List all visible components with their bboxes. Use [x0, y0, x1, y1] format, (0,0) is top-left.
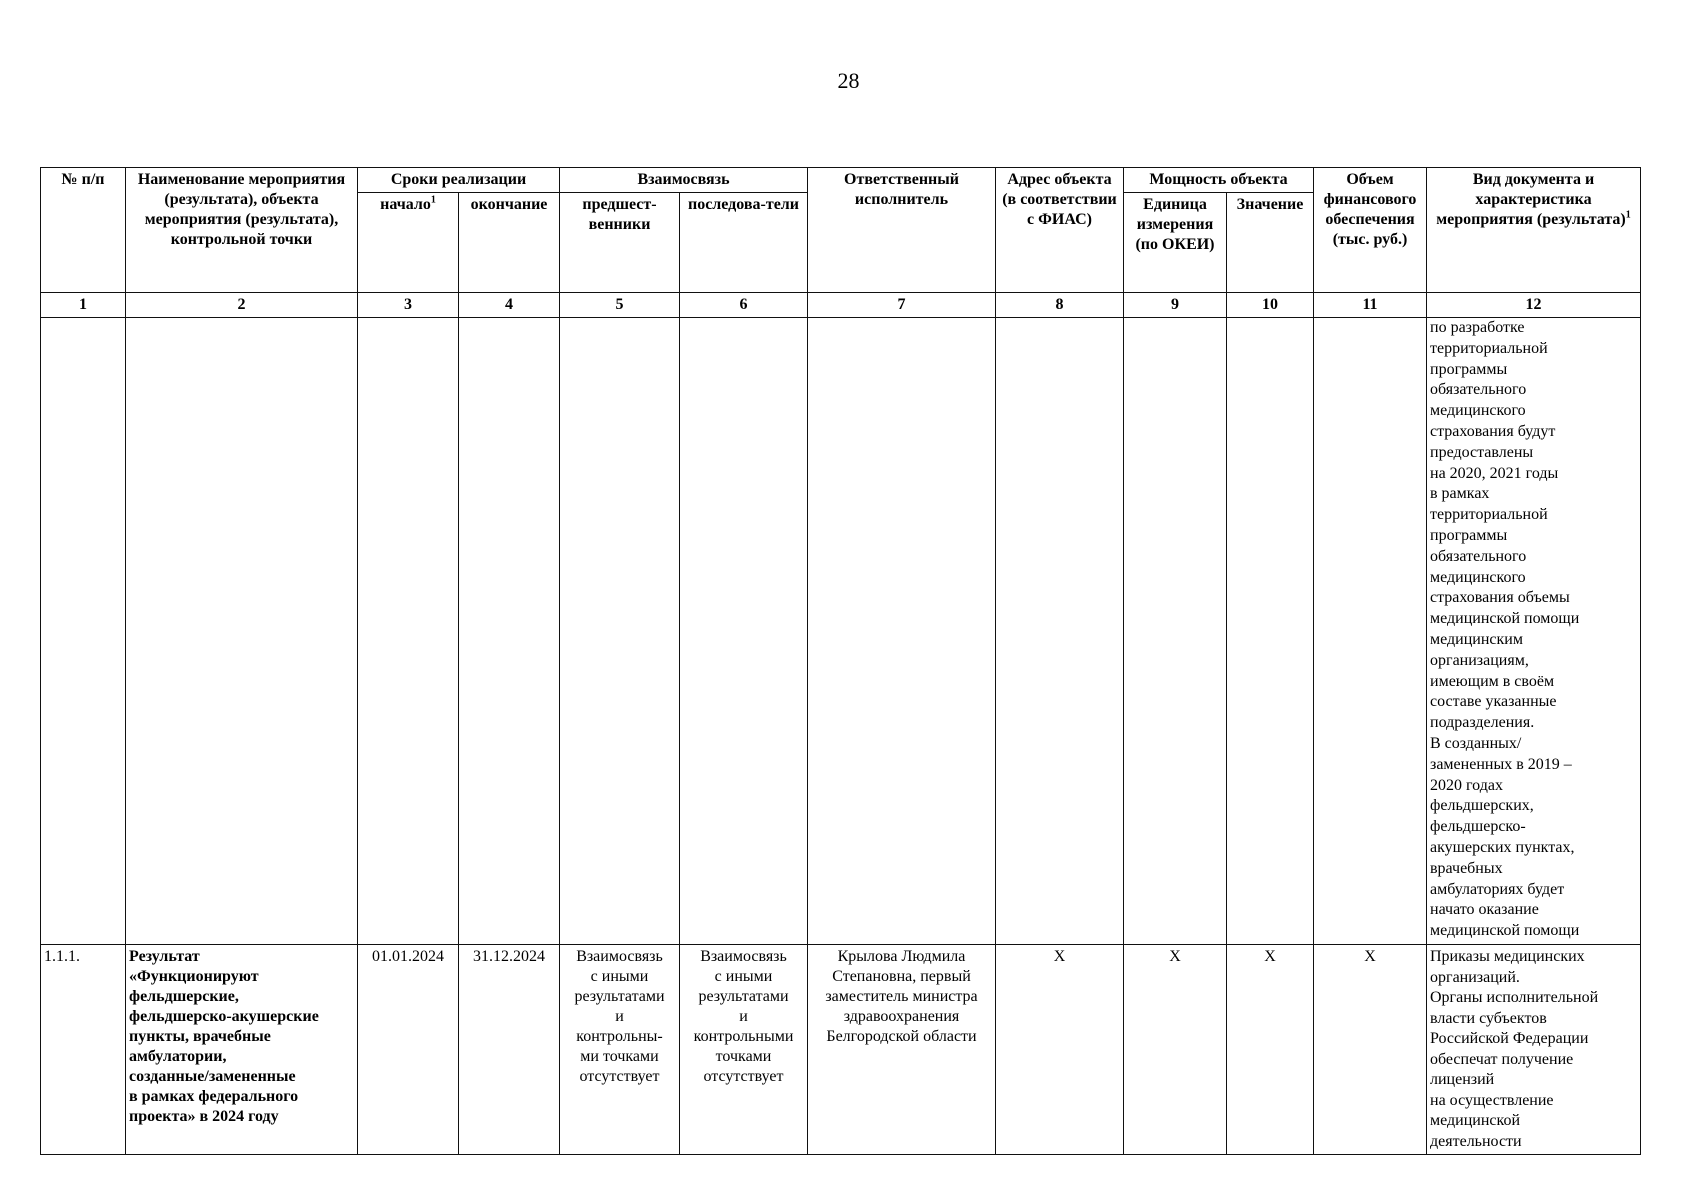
header-successors: последова-тели: [680, 193, 808, 293]
column-number: 8: [996, 293, 1124, 318]
column-number: 9: [1124, 293, 1227, 318]
empty-cell: [680, 318, 808, 945]
header-finance: Объем финансового обеспечения (тыс. руб.): [1314, 168, 1427, 293]
empty-cell: [1124, 318, 1227, 945]
header-responsible: Ответственный исполнитель: [808, 168, 996, 293]
header-start: начало$^1$: [358, 193, 459, 293]
header-name: Наименование мероприятия (результата), объекта мероприятия (результата), контрольной точки: [126, 168, 358, 293]
header-address: Адрес объекта (в соответствии с ФИАС): [996, 168, 1124, 293]
column-number: 3: [358, 293, 459, 318]
empty-cell: [1314, 318, 1427, 945]
empty-cell: [808, 318, 996, 945]
empty-cell: [126, 318, 358, 945]
column-number: 7: [808, 293, 996, 318]
result-name: Результат «Функционируют фельдшерские, фельдшерско-акушерские пункты, врачебные амбулатории, созданные/замененные в рамках федерального проекта» в 2024 году: [126, 945, 358, 1155]
continuation-row: [41, 318, 1641, 945]
result-value: Х: [1227, 945, 1314, 1155]
header-row-1: [41, 168, 1641, 193]
header-relation: Взаимосвязь: [560, 168, 808, 193]
result-row: [41, 945, 1641, 1155]
header-doc-type: Вид документа и характеристика мероприятия (результата)$^1$: [1427, 168, 1641, 293]
empty-cell: [459, 318, 560, 945]
column-number: 1: [41, 293, 126, 318]
empty-cell: [41, 318, 126, 945]
column-number: 11: [1314, 293, 1427, 318]
result-doc-text: Приказы медицинских организаций. Органы исполнительной власти субъектов Российской Федерации обеспечат получение лицензий на осуществление медицинской деятельности: [1427, 945, 1641, 1155]
column-number-row: [41, 293, 1641, 318]
empty-cell: [358, 318, 459, 945]
continuation-doc-text: по разработке территориальной программы обязательного медицинского страхования будут предоставлены на 2020, 2021 годы в рамках территориальной программы обязательного медицинского страхования объемы медицинской помощи медицинским организациям, имеющим в своём составе указанные подразделения. В созданных/ замененных в 2019 – 2020 годах фельдшерских, фельдшерско- акушерских пунктах, врачебных амбулаториях будет начато оказание медицинской помощи: [1427, 318, 1641, 945]
result-unit: Х: [1124, 945, 1227, 1155]
column-number: 10: [1227, 293, 1314, 318]
header-value: Значение: [1227, 193, 1314, 293]
plan-table: [40, 167, 1641, 1155]
result-num: 1.1.1.: [41, 945, 126, 1155]
result-address: Х: [996, 945, 1124, 1155]
column-number: 12: [1427, 293, 1641, 318]
empty-cell: [1227, 318, 1314, 945]
page-number: 28: [837, 68, 860, 93]
header-num: № п/п: [41, 168, 126, 293]
column-number: 4: [459, 293, 560, 318]
result-end-date: 31.12.2024: [459, 945, 560, 1155]
result-predecessors: Взаимосвязь с иными результатами и контрольны- ми точками отсутствует: [560, 945, 680, 1155]
column-number: 5: [560, 293, 680, 318]
header-capacity: Мощность объекта: [1124, 168, 1314, 193]
header-predecessors: предшест-венники: [560, 193, 680, 293]
result-responsible: Крылова Людмила Степановна, первый заместитель министра здравоохранения Белгородской области: [808, 945, 996, 1155]
header-terms: Сроки реализации: [358, 168, 560, 193]
column-number: 6: [680, 293, 808, 318]
result-start-date: 01.01.2024: [358, 945, 459, 1155]
header-unit: Единица измерения (по ОКЕИ): [1124, 193, 1227, 293]
result-finance: Х: [1314, 945, 1427, 1155]
header-end: окончание: [459, 193, 560, 293]
result-successors: Взаимосвязь с иными результатами и контрольными точками отсутствует: [680, 945, 808, 1155]
empty-cell: [560, 318, 680, 945]
column-number: 2: [126, 293, 358, 318]
empty-cell: [996, 318, 1124, 945]
